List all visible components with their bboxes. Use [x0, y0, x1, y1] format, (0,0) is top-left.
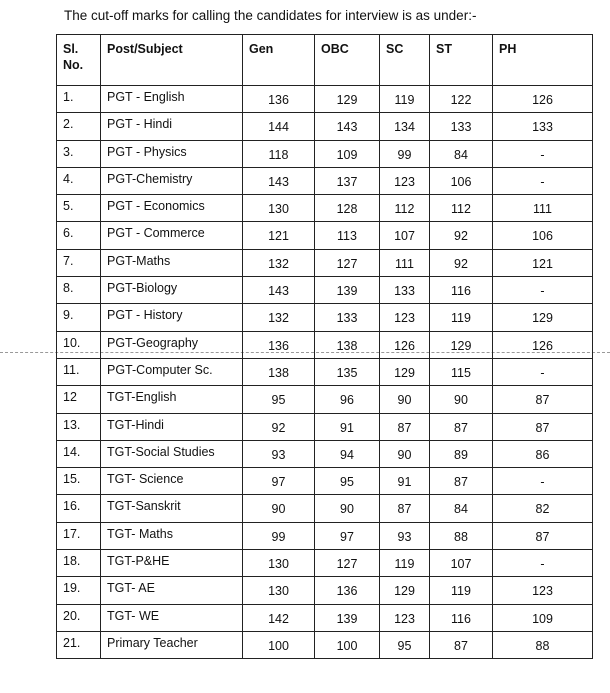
cell-sc: 134 [380, 113, 430, 140]
cell-gen: 136 [243, 331, 315, 358]
cell-obc: 127 [315, 550, 380, 577]
cell-ph: 82 [493, 495, 593, 522]
cell-sl-no: 4. [57, 167, 101, 194]
cell-sc: 123 [380, 167, 430, 194]
cell-obc: 139 [315, 604, 380, 631]
cell-st: 116 [430, 277, 493, 304]
cell-sl-no: 1. [57, 86, 101, 113]
cell-gen: 93 [243, 440, 315, 467]
cell-sl-no: 8. [57, 277, 101, 304]
table-row [57, 304, 593, 331]
cell-sc: 119 [380, 550, 430, 577]
cell-st: 119 [430, 577, 493, 604]
cell-ph: - [493, 358, 593, 385]
cell-ph: 121 [493, 249, 593, 276]
table-row [57, 358, 593, 385]
cell-ph: 123 [493, 577, 593, 604]
cell-sc: 87 [380, 413, 430, 440]
cell-sc: 90 [380, 386, 430, 413]
table-row [57, 604, 593, 631]
cell-ph: 87 [493, 522, 593, 549]
cell-st: 106 [430, 167, 493, 194]
cell-gen: 97 [243, 468, 315, 495]
cell-obc: 128 [315, 195, 380, 222]
cell-st: 115 [430, 358, 493, 385]
header-st: ST [430, 35, 493, 86]
cell-ph: 126 [493, 331, 593, 358]
cell-st: 107 [430, 550, 493, 577]
table-row [57, 386, 593, 413]
cell-gen: 121 [243, 222, 315, 249]
header-ph: PH [493, 35, 593, 86]
table-row [57, 522, 593, 549]
cell-ph: - [493, 167, 593, 194]
cell-sc: 129 [380, 358, 430, 385]
cell-gen: 136 [243, 86, 315, 113]
table-row [57, 413, 593, 440]
cell-sl-no: 3. [57, 140, 101, 167]
cell-sl-no: 10. [57, 331, 101, 358]
cell-sl-no: 5. [57, 195, 101, 222]
cell-post: TGT- Science [101, 468, 243, 495]
cell-st: 87 [430, 413, 493, 440]
cell-st: 129 [430, 331, 493, 358]
cell-st: 122 [430, 86, 493, 113]
cell-gen: 90 [243, 495, 315, 522]
cell-obc: 97 [315, 522, 380, 549]
table-row [57, 86, 593, 113]
cell-obc: 109 [315, 140, 380, 167]
cell-post: PGT-Chemistry [101, 167, 243, 194]
cell-sl-no: 2. [57, 113, 101, 140]
cell-sl-no: 13. [57, 413, 101, 440]
cell-st: 87 [430, 468, 493, 495]
table-row [57, 249, 593, 276]
cell-obc: 100 [315, 631, 380, 658]
cell-ph: 87 [493, 413, 593, 440]
cell-obc: 139 [315, 277, 380, 304]
cell-sc: 111 [380, 249, 430, 276]
cell-post: TGT-Hindi [101, 413, 243, 440]
cell-sl-no: 21. [57, 631, 101, 658]
cell-sl-no: 16. [57, 495, 101, 522]
cell-ph: 109 [493, 604, 593, 631]
cell-sl-no: 15. [57, 468, 101, 495]
cell-st: 92 [430, 249, 493, 276]
cell-obc: 133 [315, 304, 380, 331]
cell-post: PGT-Maths [101, 249, 243, 276]
cell-gen: 130 [243, 577, 315, 604]
table-row [57, 631, 593, 658]
cell-sl-no: 12 [57, 386, 101, 413]
cell-sl-no: 14. [57, 440, 101, 467]
cell-sc: 119 [380, 86, 430, 113]
header-obc: OBC [315, 35, 380, 86]
cell-st: 84 [430, 140, 493, 167]
cell-sc: 107 [380, 222, 430, 249]
cell-sl-no: 19. [57, 577, 101, 604]
table-header-row [57, 35, 593, 86]
cell-st: 90 [430, 386, 493, 413]
cell-sl-no: 18. [57, 550, 101, 577]
cell-ph: 87 [493, 386, 593, 413]
cell-gen: 92 [243, 413, 315, 440]
cell-sc: 123 [380, 304, 430, 331]
cell-sc: 129 [380, 577, 430, 604]
table-body [57, 86, 593, 659]
cell-post: PGT - English [101, 86, 243, 113]
cell-sc: 90 [380, 440, 430, 467]
cell-ph: 88 [493, 631, 593, 658]
table-row [57, 222, 593, 249]
cell-gen: 130 [243, 195, 315, 222]
intro-text: The cut-off marks for calling the candidates for interview is as under:- [64, 8, 477, 23]
cell-post: TGT-Social Studies [101, 440, 243, 467]
cell-sc: 112 [380, 195, 430, 222]
cell-sl-no: 20. [57, 604, 101, 631]
cell-sc: 95 [380, 631, 430, 658]
table-row [57, 495, 593, 522]
cell-st: 116 [430, 604, 493, 631]
cell-obc: 95 [315, 468, 380, 495]
cell-post: TGT-Sanskrit [101, 495, 243, 522]
cell-obc: 113 [315, 222, 380, 249]
cell-ph: - [493, 468, 593, 495]
cell-sl-no: 9. [57, 304, 101, 331]
table-row [57, 167, 593, 194]
cell-sc: 123 [380, 604, 430, 631]
cell-gen: 95 [243, 386, 315, 413]
cell-obc: 137 [315, 167, 380, 194]
header-gen: Gen [243, 35, 315, 86]
cell-post: PGT - Commerce [101, 222, 243, 249]
table-row [57, 440, 593, 467]
cell-gen: 142 [243, 604, 315, 631]
cell-gen: 143 [243, 277, 315, 304]
cell-sc: 87 [380, 495, 430, 522]
cell-post: Primary Teacher [101, 631, 243, 658]
cell-ph: 106 [493, 222, 593, 249]
table-row [57, 277, 593, 304]
cell-gen: 100 [243, 631, 315, 658]
cell-obc: 135 [315, 358, 380, 385]
cell-post: PGT-Geography [101, 331, 243, 358]
cell-sc: 91 [380, 468, 430, 495]
cell-post: TGT-P&HE [101, 550, 243, 577]
cell-post: PGT - Economics [101, 195, 243, 222]
cell-ph: - [493, 277, 593, 304]
cell-post: PGT-Biology [101, 277, 243, 304]
cell-st: 87 [430, 631, 493, 658]
cell-gen: 144 [243, 113, 315, 140]
cell-st: 112 [430, 195, 493, 222]
cell-st: 89 [430, 440, 493, 467]
cell-obc: 96 [315, 386, 380, 413]
cell-st: 88 [430, 522, 493, 549]
cell-ph: 129 [493, 304, 593, 331]
cell-sc: 93 [380, 522, 430, 549]
cell-ph: - [493, 550, 593, 577]
cell-ph: 111 [493, 195, 593, 222]
cutoff-marks-table [56, 34, 593, 659]
cell-gen: 132 [243, 304, 315, 331]
cell-obc: 129 [315, 86, 380, 113]
cell-sl-no: 6. [57, 222, 101, 249]
cell-obc: 138 [315, 331, 380, 358]
cell-gen: 132 [243, 249, 315, 276]
cell-ph: 133 [493, 113, 593, 140]
cell-obc: 94 [315, 440, 380, 467]
cell-ph: 126 [493, 86, 593, 113]
table-row [57, 195, 593, 222]
cell-ph: 86 [493, 440, 593, 467]
table-row [57, 331, 593, 358]
cell-post: PGT-Computer Sc. [101, 358, 243, 385]
cell-obc: 127 [315, 249, 380, 276]
cell-st: 92 [430, 222, 493, 249]
cell-sc: 99 [380, 140, 430, 167]
cell-sl-no: 11. [57, 358, 101, 385]
cell-gen: 130 [243, 550, 315, 577]
table-row [57, 577, 593, 604]
header-sc: SC [380, 35, 430, 86]
cell-gen: 143 [243, 167, 315, 194]
cell-sl-no: 7. [57, 249, 101, 276]
cell-ph: - [493, 140, 593, 167]
cell-st: 119 [430, 304, 493, 331]
cell-gen: 138 [243, 358, 315, 385]
cell-sc: 126 [380, 331, 430, 358]
cell-post: PGT - Physics [101, 140, 243, 167]
cell-obc: 143 [315, 113, 380, 140]
table-row [57, 113, 593, 140]
cell-post: TGT- WE [101, 604, 243, 631]
cell-obc: 91 [315, 413, 380, 440]
cell-gen: 99 [243, 522, 315, 549]
header-sl-no: Sl. No. [57, 35, 101, 86]
table-row [57, 550, 593, 577]
cell-st: 133 [430, 113, 493, 140]
header-post-subject: Post/Subject [101, 35, 243, 86]
cell-post: PGT - Hindi [101, 113, 243, 140]
cell-post: TGT-English [101, 386, 243, 413]
cell-gen: 118 [243, 140, 315, 167]
cell-sc: 133 [380, 277, 430, 304]
cell-st: 84 [430, 495, 493, 522]
cell-post: TGT- AE [101, 577, 243, 604]
table-row [57, 468, 593, 495]
cell-post: TGT- Maths [101, 522, 243, 549]
cell-obc: 90 [315, 495, 380, 522]
cell-sl-no: 17. [57, 522, 101, 549]
cell-obc: 136 [315, 577, 380, 604]
cell-post: PGT - History [101, 304, 243, 331]
table-row [57, 140, 593, 167]
